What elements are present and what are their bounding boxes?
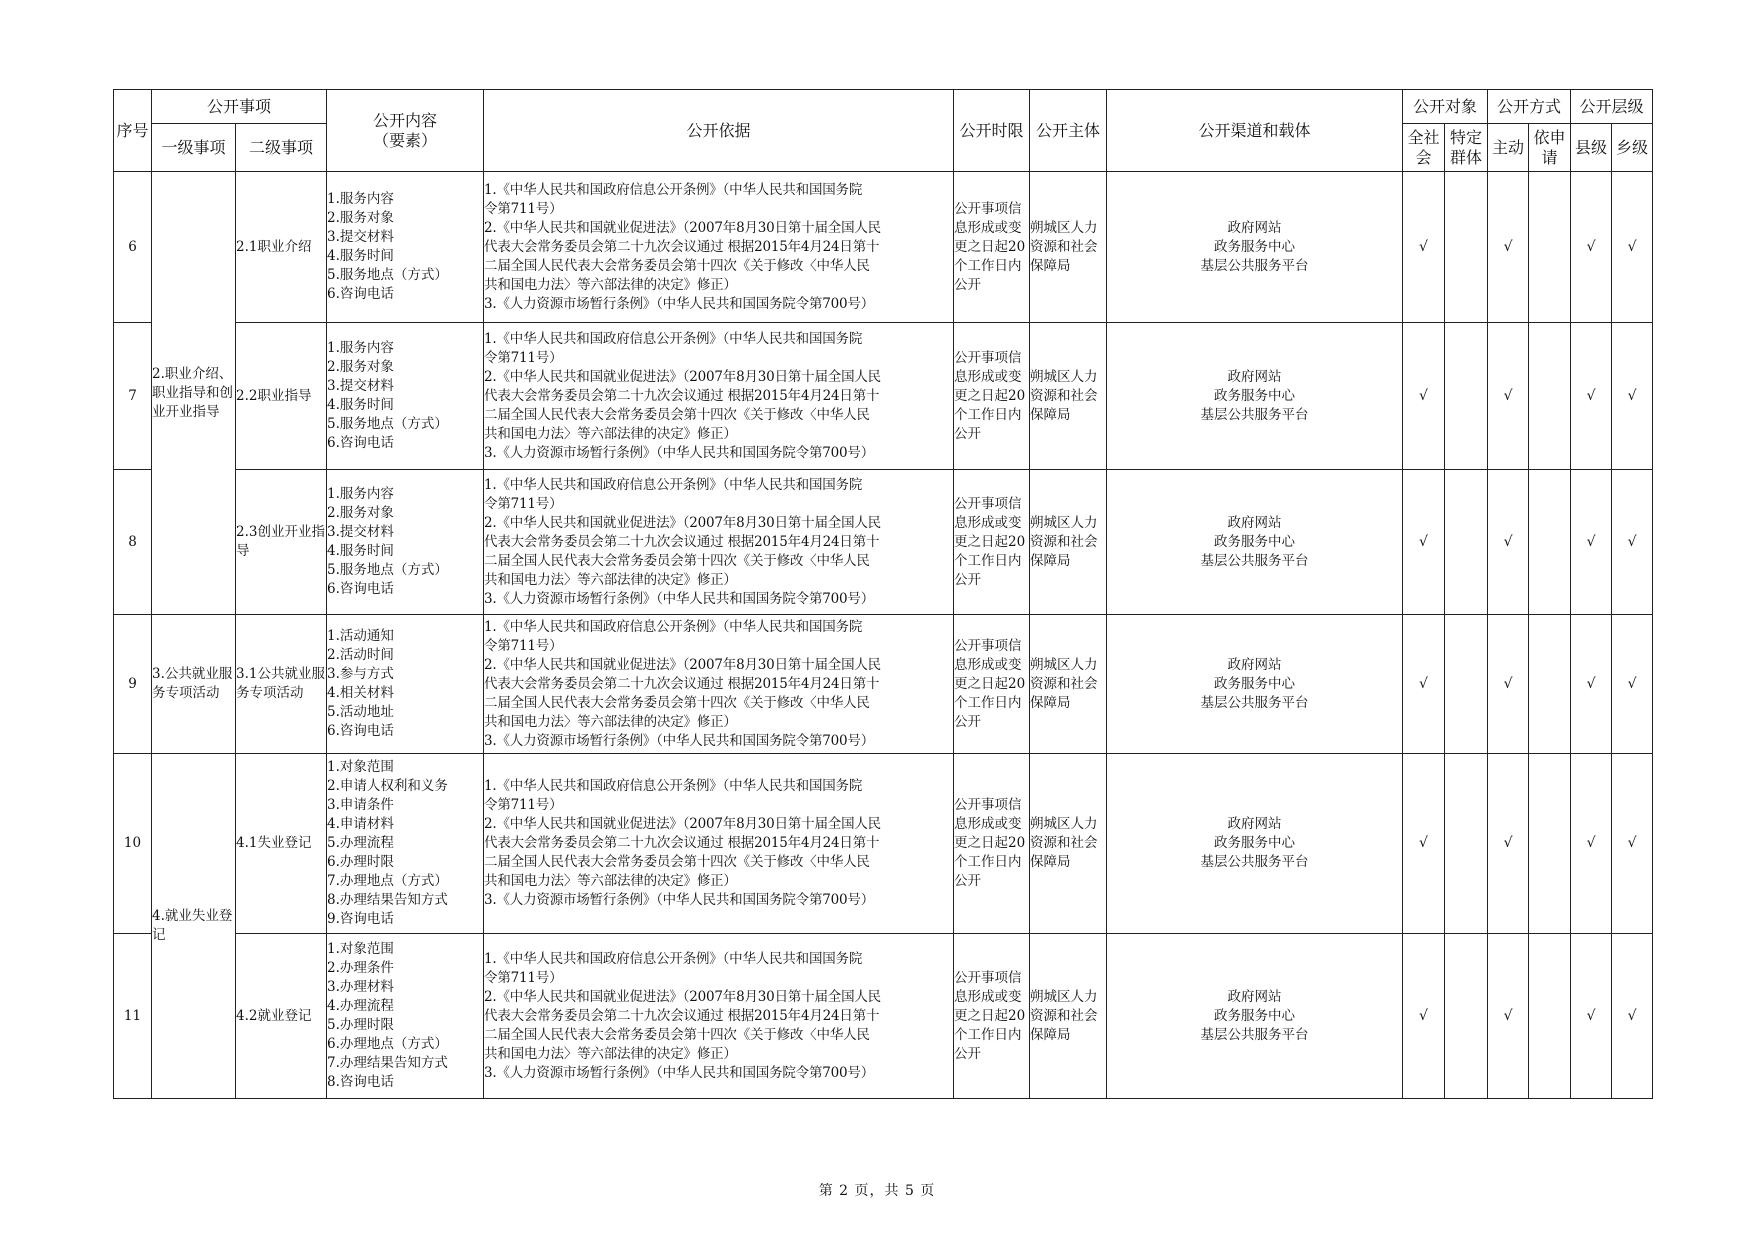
channel-item: 基层公共服务平台 — [1200, 694, 1309, 711]
basis-line: 共和国电力法〉等六部法律的决定》修正） — [484, 276, 737, 293]
channel-item: 政府网站 — [1227, 368, 1282, 385]
level-county-check: √ — [1571, 323, 1612, 470]
channels — [1107, 323, 1403, 470]
content-element: 6.咨询电话 — [327, 723, 394, 739]
level-town-check: √ — [1612, 934, 1653, 1099]
level2-item: 4.2就业登记 — [236, 934, 327, 1099]
header-level-town: 乡级 — [1612, 124, 1653, 172]
row-seq: 6 — [114, 172, 152, 323]
method-active-check: √ — [1488, 754, 1529, 934]
basis-line: 1.《中华人民共和国政府信息公开条例》（中华人民共和国国务院 — [484, 476, 863, 493]
disclosure-subject: 朔城区人力资源和社会保障局 — [1030, 615, 1107, 754]
time-limit: 公开事项信息形成或变更之日起20个工作日内公开 — [954, 323, 1030, 470]
row-seq: 7 — [114, 323, 152, 470]
header-method-active: 主动 — [1488, 124, 1529, 172]
channels — [1107, 615, 1403, 754]
level2-item: 2.2职业指导 — [236, 323, 327, 470]
target-specific-check — [1445, 754, 1488, 934]
content-element: 4.服务时间 — [327, 397, 394, 413]
channel-item: 基层公共服务平台 — [1200, 1026, 1309, 1043]
target-all-check: √ — [1403, 934, 1445, 1099]
level-county-check: √ — [1571, 470, 1612, 615]
content-element: 6.咨询电话 — [327, 435, 394, 451]
basis-line: 令第711号） — [484, 200, 563, 217]
content-element: 5.活动地址 — [327, 704, 394, 720]
disclosure-subject: 朔城区人力资源和社会保障局 — [1030, 323, 1107, 470]
basis-line: 二届全国人民代表大会常务委员会第十四次《关于修改〈中华人民 — [484, 854, 870, 870]
header-target-all: 全社会 — [1403, 124, 1445, 172]
basis-line: 2.《中华人民共和国就业促进法》（2007年8月30日第十届全国人民 — [484, 988, 881, 1005]
channel-item: 政府网站 — [1227, 656, 1282, 673]
target-specific-check — [1445, 615, 1488, 754]
content-element: 8.咨询电话 — [327, 1074, 394, 1090]
content-element: 6.办理地点（方式） — [327, 1036, 448, 1052]
basis-line: 共和国电力法〉等六部法律的决定》修正） — [484, 1045, 737, 1062]
method-active-check: √ — [1488, 470, 1529, 615]
channel-item: 基层公共服务平台 — [1200, 257, 1309, 274]
basis-line: 共和国电力法〉等六部法律的决定》修正） — [484, 425, 737, 442]
basis-line: 代表大会常务委员会第二十九次会议通过 根据2015年4月24日第十 — [484, 387, 880, 404]
time-limit: 公开事项信息形成或变更之日起20个工作日内公开 — [954, 615, 1030, 754]
table-row — [114, 470, 1653, 615]
content-element: 4.服务时间 — [327, 543, 394, 559]
content-element: 8.办理结果告知方式 — [327, 892, 448, 908]
method-active-check: √ — [1488, 323, 1529, 470]
content-element: 4.相关材料 — [327, 685, 394, 701]
content-element: 1.活动通知 — [327, 628, 394, 644]
basis-line: 代表大会常务委员会第二十九次会议通过 根据2015年4月24日第十 — [484, 675, 880, 692]
target-all-check: √ — [1403, 470, 1445, 615]
content-element: 2.申请人权利和义务 — [327, 778, 448, 794]
basis-line: 代表大会常务委员会第二十九次会议通过 根据2015年4月24日第十 — [484, 1007, 880, 1024]
header-target-specific: 特定群体 — [1445, 124, 1488, 172]
header-content-line2: （要素） — [373, 130, 438, 150]
content-element: 5.服务地点（方式） — [327, 562, 448, 578]
header-subject: 公开主体 — [1030, 90, 1107, 172]
header-target-group: 公开对象 — [1403, 90, 1488, 124]
row-seq: 8 — [114, 470, 152, 615]
content-element: 1.服务内容 — [327, 340, 394, 356]
target-all-check: √ — [1403, 754, 1445, 934]
disclosure-table — [113, 89, 1653, 1099]
table-row — [114, 615, 1653, 754]
row-seq: 9 — [114, 615, 152, 754]
content-elements — [327, 754, 484, 934]
content-elements — [327, 172, 484, 323]
basis-line: 令第711号） — [484, 637, 563, 654]
method-active-check: √ — [1488, 934, 1529, 1099]
channel-item: 政务服务中心 — [1214, 533, 1296, 550]
content-element: 6.咨询电话 — [327, 581, 394, 597]
basis-line: 2.《中华人民共和国就业促进法》（2007年8月30日第十届全国人民 — [484, 656, 881, 673]
basis-line: 令第711号） — [484, 495, 563, 512]
level2-item: 3.1公共就业服务专项活动 — [236, 615, 327, 754]
disclosure-subject: 朔城区人力资源和社会保障局 — [1030, 470, 1107, 615]
time-limit: 公开事项信息形成或变更之日起20个工作日内公开 — [954, 470, 1030, 615]
basis-text — [484, 934, 954, 1099]
content-element: 2.服务对象 — [327, 210, 394, 226]
basis-line: 2.《中华人民共和国就业促进法》（2007年8月30日第十届全国人民 — [484, 368, 881, 385]
level1-item: 4.就业失业登记 — [152, 754, 236, 1099]
content-element: 2.服务对象 — [327, 359, 394, 375]
basis-line: 二届全国人民代表大会常务委员会第十四次《关于修改〈中华人民 — [484, 552, 870, 569]
basis-line: 共和国电力法〉等六部法律的决定》修正） — [484, 873, 737, 889]
content-element: 6.办理时限 — [327, 854, 394, 870]
time-limit: 公开事项信息形成或变更之日起20个工作日内公开 — [954, 934, 1030, 1099]
level-town-check: √ — [1612, 323, 1653, 470]
content-element: 9.咨询电话 — [327, 911, 394, 927]
basis-line: 代表大会常务委员会第二十九次会议通过 根据2015年4月24日第十 — [484, 835, 880, 851]
header-method-request: 依申请 — [1529, 124, 1571, 172]
content-elements — [327, 615, 484, 754]
page-footer: 第 2 页，共 5 页 — [818, 1183, 936, 1199]
basis-line: 3.《人力资源市场暂行条例》（中华人民共和国国务院令第700号） — [484, 892, 875, 908]
content-element: 2.服务对象 — [327, 505, 394, 521]
channels — [1107, 934, 1403, 1099]
basis-text — [484, 615, 954, 754]
basis-line: 代表大会常务委员会第二十九次会议通过 根据2015年4月24日第十 — [484, 238, 880, 255]
channels — [1107, 172, 1403, 323]
basis-text — [484, 754, 954, 934]
method-request-check — [1529, 934, 1571, 1099]
method-request-check — [1529, 172, 1571, 323]
header-level2: 二级事项 — [236, 124, 327, 172]
level-county-check: √ — [1571, 172, 1612, 323]
basis-line: 二届全国人民代表大会常务委员会第十四次《关于修改〈中华人民 — [484, 1026, 870, 1043]
basis-line: 共和国电力法〉等六部法律的决定》修正） — [484, 571, 737, 588]
row-seq: 11 — [114, 934, 152, 1099]
channel-item: 政务服务中心 — [1214, 675, 1296, 692]
level-town-check: √ — [1612, 615, 1653, 754]
channel-item: 政府网站 — [1227, 988, 1282, 1005]
level-county-check: √ — [1571, 934, 1612, 1099]
content-element: 1.服务内容 — [327, 486, 394, 502]
channel-item: 政府网站 — [1227, 219, 1282, 236]
channel-item: 政府网站 — [1227, 514, 1282, 531]
level-town-check: √ — [1612, 172, 1653, 323]
basis-line: 2.《中华人民共和国就业促进法》（2007年8月30日第十届全国人民 — [484, 514, 881, 531]
disclosure-subject: 朔城区人力资源和社会保障局 — [1030, 172, 1107, 323]
content-element: 3.参与方式 — [327, 666, 394, 682]
content-element: 6.咨询电话 — [327, 286, 394, 302]
header-items-group: 公开事项 — [152, 90, 327, 124]
header-method-group: 公开方式 — [1488, 90, 1571, 124]
basis-line: 二届全国人民代表大会常务委员会第十四次《关于修改〈中华人民 — [484, 694, 870, 711]
content-element: 4.服务时间 — [327, 248, 394, 264]
table-row — [114, 323, 1653, 470]
level2-item: 2.3创业开业指导 — [236, 470, 327, 615]
content-element: 1.对象范围 — [327, 759, 394, 775]
content-element: 3.提交材料 — [327, 524, 394, 540]
level1-item: 2.职业介绍、职业指导和创业开业指导 — [152, 172, 236, 615]
target-specific-check — [1445, 172, 1488, 323]
method-active-check: √ — [1488, 615, 1529, 754]
content-element: 4.申请材料 — [327, 816, 394, 832]
basis-line: 3.《人力资源市场暂行条例》（中华人民共和国国务院令第700号） — [484, 590, 875, 607]
channel-item: 基层公共服务平台 — [1200, 406, 1309, 423]
basis-line: 1.《中华人民共和国政府信息公开条例》（中华人民共和国国务院 — [484, 778, 863, 794]
content-element: 3.办理材料 — [327, 979, 394, 995]
table-body — [114, 172, 1653, 1099]
content-element: 3.提交材料 — [327, 229, 394, 245]
header-level1: 一级事项 — [152, 124, 236, 172]
basis-line: 2.《中华人民共和国就业促进法》（2007年8月30日第十届全国人民 — [484, 816, 881, 832]
header-channel: 公开渠道和载体 — [1107, 90, 1403, 172]
channels — [1107, 470, 1403, 615]
channel-item: 政务服务中心 — [1214, 238, 1296, 255]
level2-item: 4.1失业登记 — [236, 754, 327, 934]
content-elements — [327, 323, 484, 470]
content-element: 4.办理流程 — [327, 998, 394, 1014]
channel-item: 基层公共服务平台 — [1200, 552, 1309, 569]
content-element: 3.提交材料 — [327, 378, 394, 394]
channel-item: 基层公共服务平台 — [1200, 854, 1309, 870]
method-active-check: √ — [1488, 172, 1529, 323]
basis-line: 3.《人力资源市场暂行条例》（中华人民共和国国务院令第700号） — [484, 732, 875, 749]
basis-line: 1.《中华人民共和国政府信息公开条例》（中华人民共和国国务院 — [484, 330, 863, 347]
content-element: 2.活动时间 — [327, 647, 394, 663]
content-element: 5.服务地点（方式） — [327, 267, 448, 283]
method-request-check — [1529, 615, 1571, 754]
basis-line: 3.《人力资源市场暂行条例》（中华人民共和国国务院令第700号） — [484, 295, 875, 312]
level2-item: 2.1职业介绍 — [236, 172, 327, 323]
basis-line: 1.《中华人民共和国政府信息公开条例》（中华人民共和国国务院 — [484, 950, 863, 967]
basis-line: 1.《中华人民共和国政府信息公开条例》（中华人民共和国国务院 — [484, 618, 863, 635]
content-element: 5.办理流程 — [327, 835, 394, 851]
basis-line: 令第711号） — [484, 797, 563, 813]
basis-line: 共和国电力法〉等六部法律的决定》修正） — [484, 713, 737, 730]
basis-line: 3.《人力资源市场暂行条例》（中华人民共和国国务院令第700号） — [484, 1064, 875, 1081]
basis-line: 令第711号） — [484, 349, 563, 366]
level-county-check: √ — [1571, 754, 1612, 934]
level-county-check: √ — [1571, 615, 1612, 754]
time-limit: 公开事项信息形成或变更之日起20个工作日内公开 — [954, 172, 1030, 323]
content-element: 3.申请条件 — [327, 797, 394, 813]
target-specific-check — [1445, 470, 1488, 615]
basis-line: 二届全国人民代表大会常务委员会第十四次《关于修改〈中华人民 — [484, 406, 870, 423]
basis-line: 1.《中华人民共和国政府信息公开条例》（中华人民共和国国务院 — [484, 181, 863, 198]
method-request-check — [1529, 323, 1571, 470]
level-town-check: √ — [1612, 470, 1653, 615]
time-limit: 公开事项信息形成或变更之日起20个工作日内公开 — [954, 754, 1030, 934]
header-time-limit: 公开时限 — [954, 90, 1030, 172]
row-seq: 10 — [114, 754, 152, 934]
content-element: 5.办理时限 — [327, 1017, 394, 1033]
table-row — [114, 172, 1653, 323]
content-elements — [327, 934, 484, 1099]
content-element: 1.服务内容 — [327, 191, 394, 207]
basis-text — [484, 470, 954, 615]
target-all-check: √ — [1403, 172, 1445, 323]
channel-item: 政务服务中心 — [1214, 835, 1296, 851]
disclosure-subject: 朔城区人力资源和社会保障局 — [1030, 754, 1107, 934]
basis-line: 3.《人力资源市场暂行条例》（中华人民共和国国务院令第700号） — [484, 444, 875, 461]
channel-item: 政务服务中心 — [1214, 387, 1296, 404]
header-seq: 序号 — [114, 90, 152, 172]
content-element: 1.对象范围 — [327, 941, 394, 957]
basis-line: 代表大会常务委员会第二十九次会议通过 根据2015年4月24日第十 — [484, 533, 880, 550]
content-element: 7.办理结果告知方式 — [327, 1055, 448, 1071]
target-specific-check — [1445, 934, 1488, 1099]
content-element: 2.办理条件 — [327, 960, 394, 976]
content-elements — [327, 470, 484, 615]
header-basis: 公开依据 — [484, 90, 954, 172]
table-row — [114, 754, 1653, 934]
header-content — [327, 90, 484, 172]
basis-text — [484, 323, 954, 470]
method-request-check — [1529, 470, 1571, 615]
target-all-check: √ — [1403, 615, 1445, 754]
channel-item: 政务服务中心 — [1214, 1007, 1296, 1024]
target-specific-check — [1445, 323, 1488, 470]
target-all-check: √ — [1403, 323, 1445, 470]
header-level-group: 公开层级 — [1571, 90, 1653, 124]
method-request-check — [1529, 754, 1571, 934]
content-element: 5.服务地点（方式） — [327, 416, 448, 432]
basis-line: 二届全国人民代表大会常务委员会第十四次《关于修改〈中华人民 — [484, 257, 870, 274]
level-town-check: √ — [1612, 754, 1653, 934]
basis-text — [484, 172, 954, 323]
basis-line: 2.《中华人民共和国就业促进法》（2007年8月30日第十届全国人民 — [484, 219, 881, 236]
basis-line: 令第711号） — [484, 969, 563, 986]
header-content-line1: 公开内容 — [373, 110, 438, 130]
content-element: 7.办理地点（方式） — [327, 873, 448, 889]
channel-item: 政府网站 — [1227, 816, 1282, 832]
channels — [1107, 754, 1403, 934]
disclosure-subject: 朔城区人力资源和社会保障局 — [1030, 934, 1107, 1099]
table-row — [114, 934, 1653, 1099]
header-level-county: 县级 — [1571, 124, 1612, 172]
level1-item: 3.公共就业服务专项活动 — [152, 615, 236, 754]
